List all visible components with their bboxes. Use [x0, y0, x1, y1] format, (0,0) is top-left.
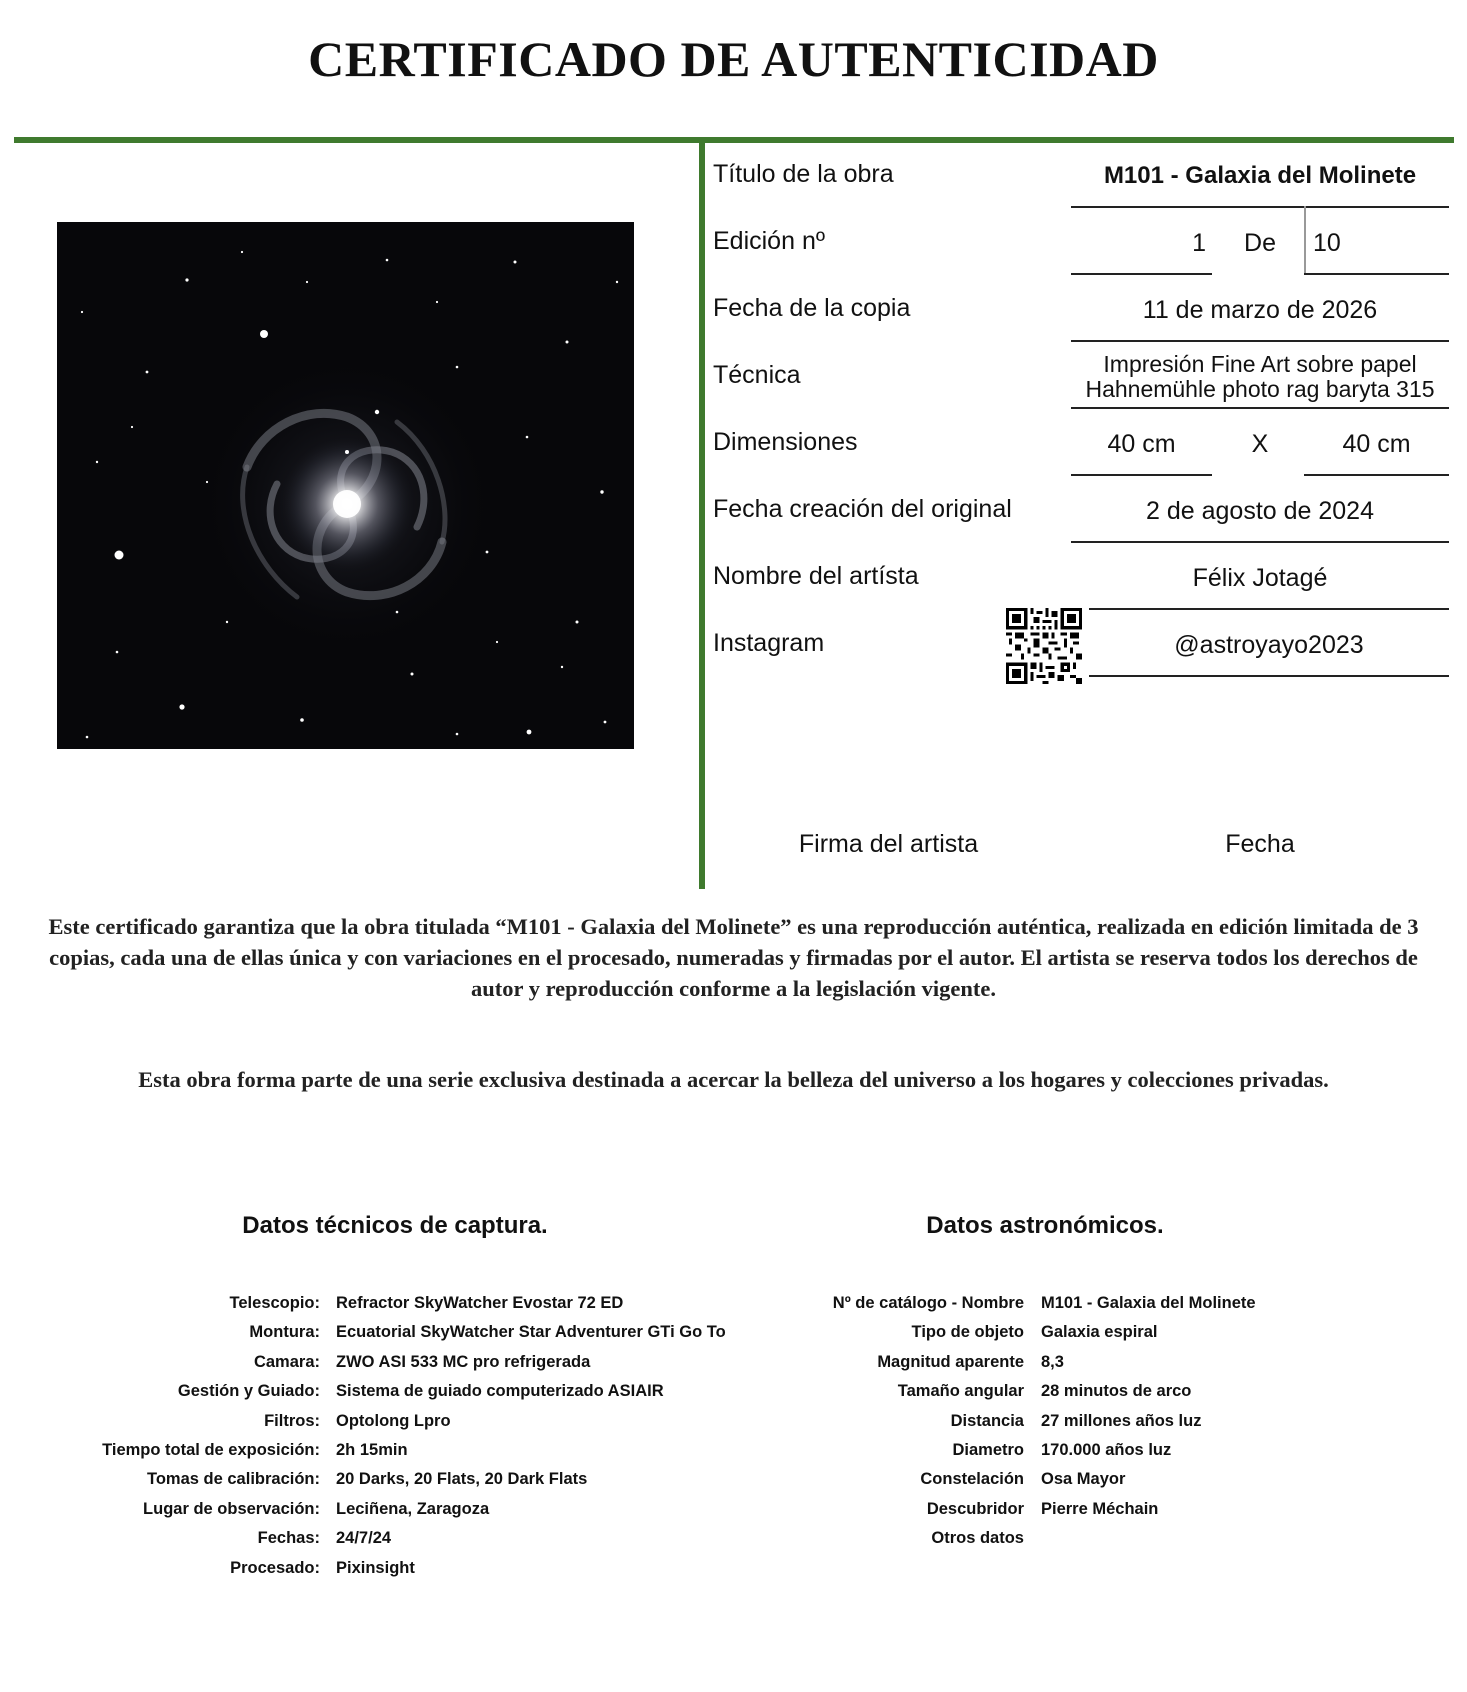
dimension-separator: X — [1251, 430, 1269, 458]
astro-data-label: Magnitud aparente — [877, 1352, 1024, 1371]
original-date-underline — [1071, 541, 1449, 543]
copy-date-underline — [1071, 340, 1449, 342]
capture-data-heading: Datos técnicos de captura. — [242, 1212, 548, 1239]
capture-data-label: Procesado: — [230, 1558, 320, 1577]
capture-data-value: Refractor SkyWatcher Evostar 72 ED — [336, 1294, 624, 1312]
capture-data-value: Leciñena, Zaragoza — [336, 1499, 490, 1518]
statement-paragraph: Este certificado garantiza que la obra titulada “M101 - Galaxia del Molinete” es una reproducción auténtica, realizada en edición limitada de 3 copias, cada una de ellas única y con variaciones en el procesado, numeradas y firmadas por el autor. El artista se reserva todos los derechos de autor y reproducción conforme a la legislación vigente. — [48, 914, 1419, 1001]
capture-data-label: Montura: — [249, 1323, 320, 1342]
header-divider — [14, 137, 1454, 143]
technique-line2: Hahnemühle photo rag baryta 315 — [1085, 376, 1435, 402]
capture-data-value: 2h 15min — [336, 1441, 408, 1459]
original-date-label: Fecha creación del original — [713, 495, 1012, 523]
astro-data-row — [0, 1500, 1467, 1529]
edition-number: 1 — [1192, 229, 1206, 257]
certificate-title: CERTIFICADO DE AUTENTICIDAD — [308, 31, 1159, 87]
dimensions-label: Dimensiones — [713, 428, 858, 456]
dimension-height-underline — [1304, 474, 1449, 476]
edition-separator — [1304, 206, 1306, 273]
dimension-width-underline — [1071, 474, 1212, 476]
capture-data-label: Tomas de calibración: — [147, 1470, 320, 1489]
capture-data-value: 20 Darks, 20 Flats, 20 Dark Flats — [336, 1470, 588, 1489]
title-underline — [1071, 206, 1449, 208]
dimension-width: 40 cm — [1107, 430, 1176, 458]
edition-of: De — [1244, 229, 1276, 257]
capture-data-value: Pixinsight — [336, 1558, 415, 1577]
galaxy-photo — [57, 222, 634, 749]
artist-label: Nombre del artísta — [713, 562, 919, 590]
capture-data-label: Fechas: — [257, 1529, 320, 1548]
technique-underline — [1071, 407, 1449, 409]
astro-data-label: Tamaño angular — [897, 1382, 1024, 1401]
astro-data-value: M101 - Galaxia del Molinete — [1041, 1294, 1256, 1312]
capture-data-label: Gestión y Guiado: — [177, 1382, 320, 1401]
capture-data-value: 24/7/24 — [336, 1529, 392, 1548]
capture-data-row — [0, 1559, 1467, 1588]
copy-date-value: 11 de marzo de 2026 — [1142, 296, 1378, 324]
astro-data-row — [0, 1529, 1467, 1558]
astro-data-label: Descubridor — [926, 1499, 1024, 1518]
astro-data-label: Nº de catálogo - Nombre — [832, 1294, 1024, 1312]
astro-data-label: Tipo de objeto — [911, 1323, 1024, 1342]
astro-data-row — [0, 1323, 1467, 1352]
column-divider — [699, 137, 705, 889]
astro-data-value: 27 millones años luz — [1041, 1411, 1202, 1430]
dimension-height: 40 cm — [1342, 430, 1411, 458]
capture-data-value: Ecuatorial SkyWatcher Star Adventurer GTi Go To — [336, 1323, 726, 1342]
astro-data-value: 8,3 — [1041, 1352, 1064, 1371]
capture-data-value: Optolong Lpro — [336, 1411, 451, 1430]
capture-data-label: Tiempo total de exposición: — [102, 1441, 320, 1459]
title-value: M101 - Galaxia del Molinete — [1103, 162, 1417, 189]
astro-data-row — [0, 1382, 1467, 1411]
astro-data-label: Distancia — [950, 1411, 1024, 1430]
capture-data-label: Lugar de observación: — [143, 1499, 320, 1518]
astro-data-row — [0, 1294, 1467, 1323]
edition-label: Edición nº — [713, 227, 825, 255]
astro-data-row — [0, 1412, 1467, 1441]
original-date-value: 2 de agosto de 2024 — [1146, 497, 1374, 525]
astro-data-label: Diametro — [952, 1441, 1024, 1459]
astro-data-row — [0, 1470, 1467, 1499]
astro-data-value: Galaxia espiral — [1041, 1323, 1158, 1342]
astro-data-label: Constelación — [920, 1470, 1024, 1489]
instagram-label: Instagram — [713, 629, 825, 657]
astro-data-value: 170.000 años luz — [1041, 1441, 1172, 1459]
instagram-underline — [1089, 675, 1449, 677]
capture-data-label: Camara: — [253, 1352, 320, 1371]
copy-date-label: Fecha de la copia — [713, 294, 911, 322]
edition-number-underline — [1071, 273, 1212, 275]
qr-code-icon[interactable] — [1006, 608, 1082, 684]
edition-total-underline — [1304, 273, 1449, 275]
capture-data-value: Sistema de guiado computerizado ASIAIR — [336, 1382, 664, 1401]
technique-label: Técnica — [713, 361, 801, 389]
astro-data-value: 28 minutos de arco — [1041, 1382, 1192, 1401]
artist-underline — [1089, 608, 1449, 610]
astro-data-heading: Datos astronómicos. — [926, 1212, 1164, 1239]
astro-data-label: Otros datos — [931, 1529, 1024, 1548]
edition-total: 10 — [1313, 229, 1341, 257]
technique-line1: Impresión Fine Art sobre papel — [1103, 351, 1417, 377]
artist-signature-label: Firma del artista — [798, 830, 979, 858]
title-label: Título de la obra — [713, 160, 894, 188]
capture-data-value: ZWO ASI 533 MC pro refrigerada — [336, 1352, 591, 1371]
instagram-value[interactable]: @astroyayo2023 — [1174, 631, 1364, 659]
astro-data-row — [0, 1441, 1467, 1470]
astro-data-value: Osa Mayor — [1041, 1470, 1126, 1489]
capture-data-label: Telescopio: — [229, 1294, 320, 1312]
signature-date-label: Fecha — [1225, 830, 1295, 858]
series-paragraph: Esta obra forma parte de una serie exclusiva destinada a acercar la belleza del universo a los hogares y colecciones privadas. — [138, 1067, 1329, 1092]
capture-data-label: Filtros: — [264, 1411, 320, 1430]
astro-data-row — [0, 1353, 1467, 1382]
astro-data-value: Pierre Méchain — [1041, 1499, 1159, 1518]
artist-value: Félix Jotagé — [1192, 564, 1328, 592]
